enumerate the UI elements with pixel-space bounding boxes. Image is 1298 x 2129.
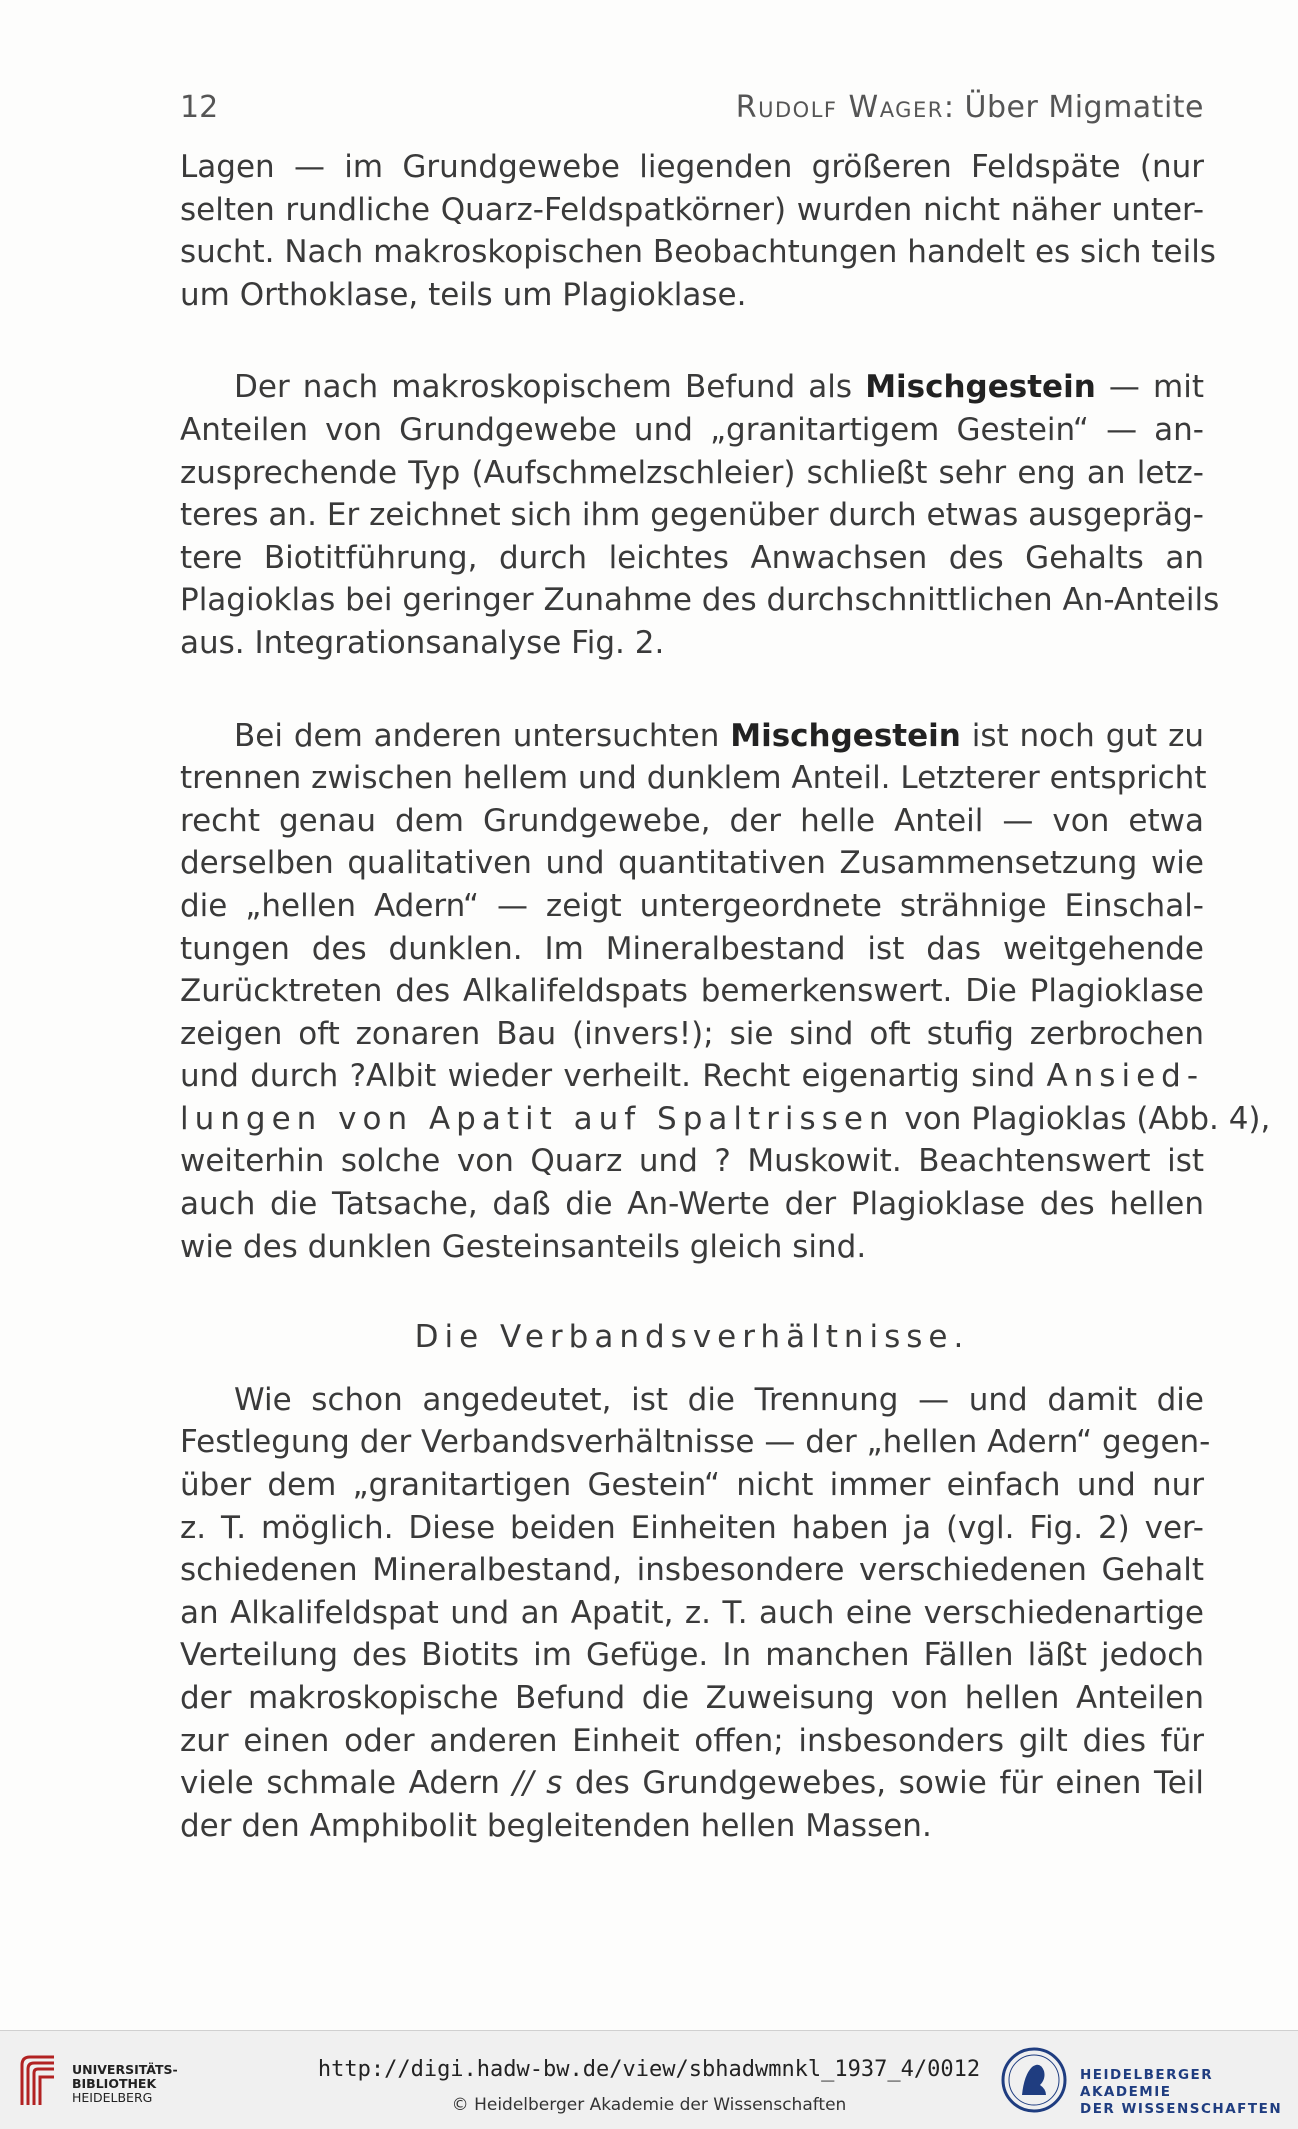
- running-title-author: Rudolf Wager: [735, 90, 944, 125]
- academy-seal-icon: [1000, 2045, 1068, 2115]
- page-number: 12: [180, 90, 219, 125]
- text-line: der makroskopische Befund die Zuweisung von hellen Anteilen: [180, 1680, 1204, 1716]
- library-name-line: HEIDELBERG: [72, 2090, 153, 2105]
- text-run: ist noch gut zu: [971, 717, 1204, 754]
- text-line: trennen zwischen hellem und dunklem Anteil. Letzterer entspricht: [180, 760, 1207, 797]
- library-name-line: BIBLIOTHEK: [72, 2076, 157, 2091]
- viewer-footer: [0, 2030, 1298, 2129]
- copyright-notice: © Heidelberger Akademie der Wissenschaften: [451, 2095, 847, 2115]
- text-line: zur einen oder anderen Einheit offen; insbesonders gilt dies für: [180, 1722, 1204, 1759]
- text-run: Der nach makroskopischem Befund als: [234, 369, 853, 406]
- text-line: selten rundliche Quarz-Feldspatkörner) wurden nicht näher unter-: [180, 191, 1204, 228]
- text-line: aus. Integrationsanalyse Fig. 2.: [180, 624, 665, 661]
- text-line: Plagioklas bei geringer Zunahme des durchschnittlichen An-Anteils: [180, 582, 1220, 619]
- text-line: Anteilen von Grundgewebe und „granitartigem Gestein“ — an-: [180, 411, 1204, 448]
- text-line: wie des dunklen Gesteinsanteils gleich sind.: [180, 1228, 867, 1265]
- text-line: der den Amphibolit begleitenden hellen Massen.: [180, 1807, 932, 1844]
- text-line: die „hellen Adern“ — zeigt untergeordnete strähnige Einschal-: [180, 887, 1204, 924]
- text-line: Verteilung des Biotits im Gefüge. In manchen Fällen läßt jedoch: [180, 1637, 1204, 1674]
- text-line: zusprechende Typ (Aufschmelzschleier) schließt sehr eng an letz-: [180, 454, 1204, 491]
- text-line: recht genau dem Grundgewebe, der helle Anteil — von etwa: [180, 802, 1204, 839]
- text-line: derselben qualitativen und quantitativen Zusammensetzung wie: [180, 845, 1204, 882]
- text-line: tungen des dunklen. Im Mineralbestand ist das weitgehende: [180, 930, 1204, 967]
- text-line: tere Biotitführung, durch leichtes Anwachsen des Gehalts an: [180, 539, 1204, 576]
- spaced-emphasis: lungen von Apatit auf Spaltrissen: [180, 1100, 895, 1137]
- text-line: sucht. Nach makroskopischen Beobachtungen handelt es sich teils: [180, 234, 1216, 271]
- text-run: — mit: [1108, 369, 1204, 406]
- body-text: [180, 146, 1271, 1847]
- text-line: Festlegung der Verbandsverhältnisse — der „hellen Adern“ gegen-: [180, 1424, 1211, 1461]
- text-line: [180, 1098, 1271, 1141]
- text-line: [180, 366, 1204, 409]
- text-line: weiterhin solche von Quarz und ? Muskowit. Beachtenswert ist: [180, 1143, 1204, 1180]
- running-title: [736, 90, 1204, 125]
- academy-name: [1080, 2067, 1298, 2118]
- running-header: [180, 86, 1204, 130]
- spaced-emphasis: Ansied-: [1046, 1058, 1205, 1095]
- text-line: an Alkalifeldspat und an Apatit, z. T. auch eine verschiedenartige: [180, 1594, 1204, 1631]
- text-line: auch die Tatsache, daß die An-Werte der Plagioklase des hellen: [180, 1186, 1204, 1223]
- text-run: Bei dem anderen untersuchten: [234, 717, 720, 754]
- library-name-line: UNIVERSITÄTS-: [72, 2062, 178, 2077]
- text-line: Zurücktreten des Alkalifeldspats bemerkenswert. Die Plagioklase: [180, 973, 1204, 1010]
- text-line: [180, 1055, 1204, 1098]
- text-line: teres an. Er zeichnet sich ihm gegenüber durch etwas ausgepräg-: [180, 497, 1204, 534]
- text-run: viele schmale Adern: [180, 1765, 500, 1802]
- text-line: [180, 1762, 1204, 1805]
- text-line: um Orthoklase, teils um Plagioklase.: [180, 276, 747, 313]
- text-line: Wie schon angedeutet, ist die Trennung — und damit die: [234, 1381, 1204, 1418]
- section-heading: Die Verbandsverhältnisse.: [414, 1319, 970, 1356]
- running-title-separator: :: [943, 90, 965, 125]
- text-run: und durch ?Albit wieder verheilt. Recht eigenartig sind: [180, 1058, 1036, 1095]
- text-line: z. T. möglich. Diese beiden Einheiten haben ja (vgl. Fig. 2) ver-: [180, 1509, 1204, 1546]
- academy-name-line: DER WISSENSCHAFTEN: [1080, 2101, 1283, 2117]
- running-title-text: Über Migmatite: [964, 90, 1204, 125]
- text-line: über dem „granitartigen Gestein“ nicht immer einfach und nur: [180, 1467, 1204, 1504]
- permalink-url[interactable]: http://digi.hadw-bw.de/view/sbhadwmnkl_1937_4/0012: [317, 2057, 981, 2082]
- text-line: zeigen oft zonaren Bau (invers!); sie sind oft stufig zerbrochen: [180, 1015, 1204, 1052]
- academy-name-line: HEIDELBERGER AKADEMIE: [1080, 2067, 1214, 2100]
- text-run: von Plagioklas (Abb. 4),: [904, 1100, 1271, 1137]
- text-line: [180, 715, 1204, 758]
- parallel-s-symbol: // s: [512, 1765, 563, 1802]
- text-line: Lagen — im Grundgewebe liegenden größeren Feldspäte (nur: [180, 149, 1204, 185]
- text-line: schiedenen Mineralbestand, insbesondere verschiedenen Gehalt: [180, 1552, 1204, 1589]
- emphasis-mischgestein: Mischgestein: [730, 717, 961, 754]
- text-run: des Grundgewebes, sowie für einen Teil: [574, 1765, 1205, 1802]
- emphasis-mischgestein: Mischgestein: [865, 369, 1096, 406]
